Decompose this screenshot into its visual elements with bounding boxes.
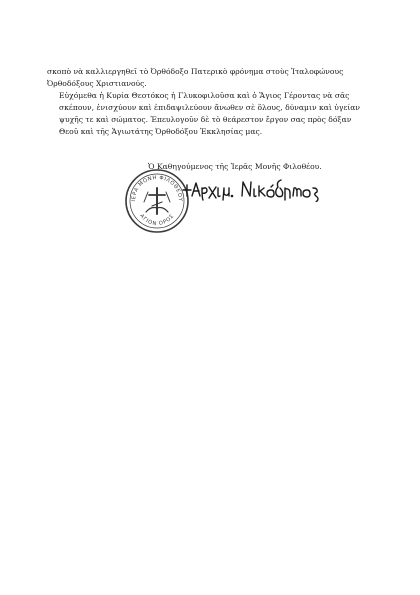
paragraph-1-line-1: σκοπὸ νὰ καλλιεργηθεῖ τὸ Ὀρθόδοξο Πατερικὸ φρόνημα στοὺς Ἰταλοφώνους	[47, 67, 344, 76]
paragraph-2-line-4: Θεοῦ καὶ τῆς Ἁγιωτάτης Ὀρθοδόξου Ἐκκλησίας μας.	[59, 127, 263, 136]
letter-body	[47, 66, 377, 138]
paragraph-1-line-2: Ὀρθοδόξους Χριστιανούς.	[47, 79, 147, 88]
paragraph-2-line-1: Εὐχόμεθα ἡ Κυρία Θεοτόκος ἡ Γλυκοφιλοῦσα καὶ ὁ Ἅγιος Γέροντας νὰ σᾶς	[59, 91, 350, 100]
paragraph-2	[47, 90, 377, 138]
signature-caption: Ὁ Καθηγούμενος τῆς Ἱερᾶς Μονῆς Φιλοθέου.	[148, 162, 322, 171]
paragraph-1	[47, 66, 377, 90]
seal-bottom-text: ΑΓΙΟΝ ΟΡΟΣ	[138, 213, 176, 228]
seal-cross-icon	[144, 188, 170, 214]
paragraph-2-line-2: σκέπουν, ἐνισχύουν καὶ ἐπιδαψιλεύουν ἄνωθεν σὲ ὅλους, δύναμιν καὶ ὑγείαν	[59, 103, 361, 112]
seal-top-text: ΙΕΡΑ ΜΟΝΗ ΦΙΛΟΘΕΟΥ	[130, 174, 184, 202]
paragraph-2-line-3: ψυχῆς τε καὶ σώματος. Ἐπευλογοῦν δὲ τὸ θεάρεστον ἔργον σας πρὸς δόξαν	[59, 115, 352, 124]
handwritten-signature	[180, 174, 335, 202]
